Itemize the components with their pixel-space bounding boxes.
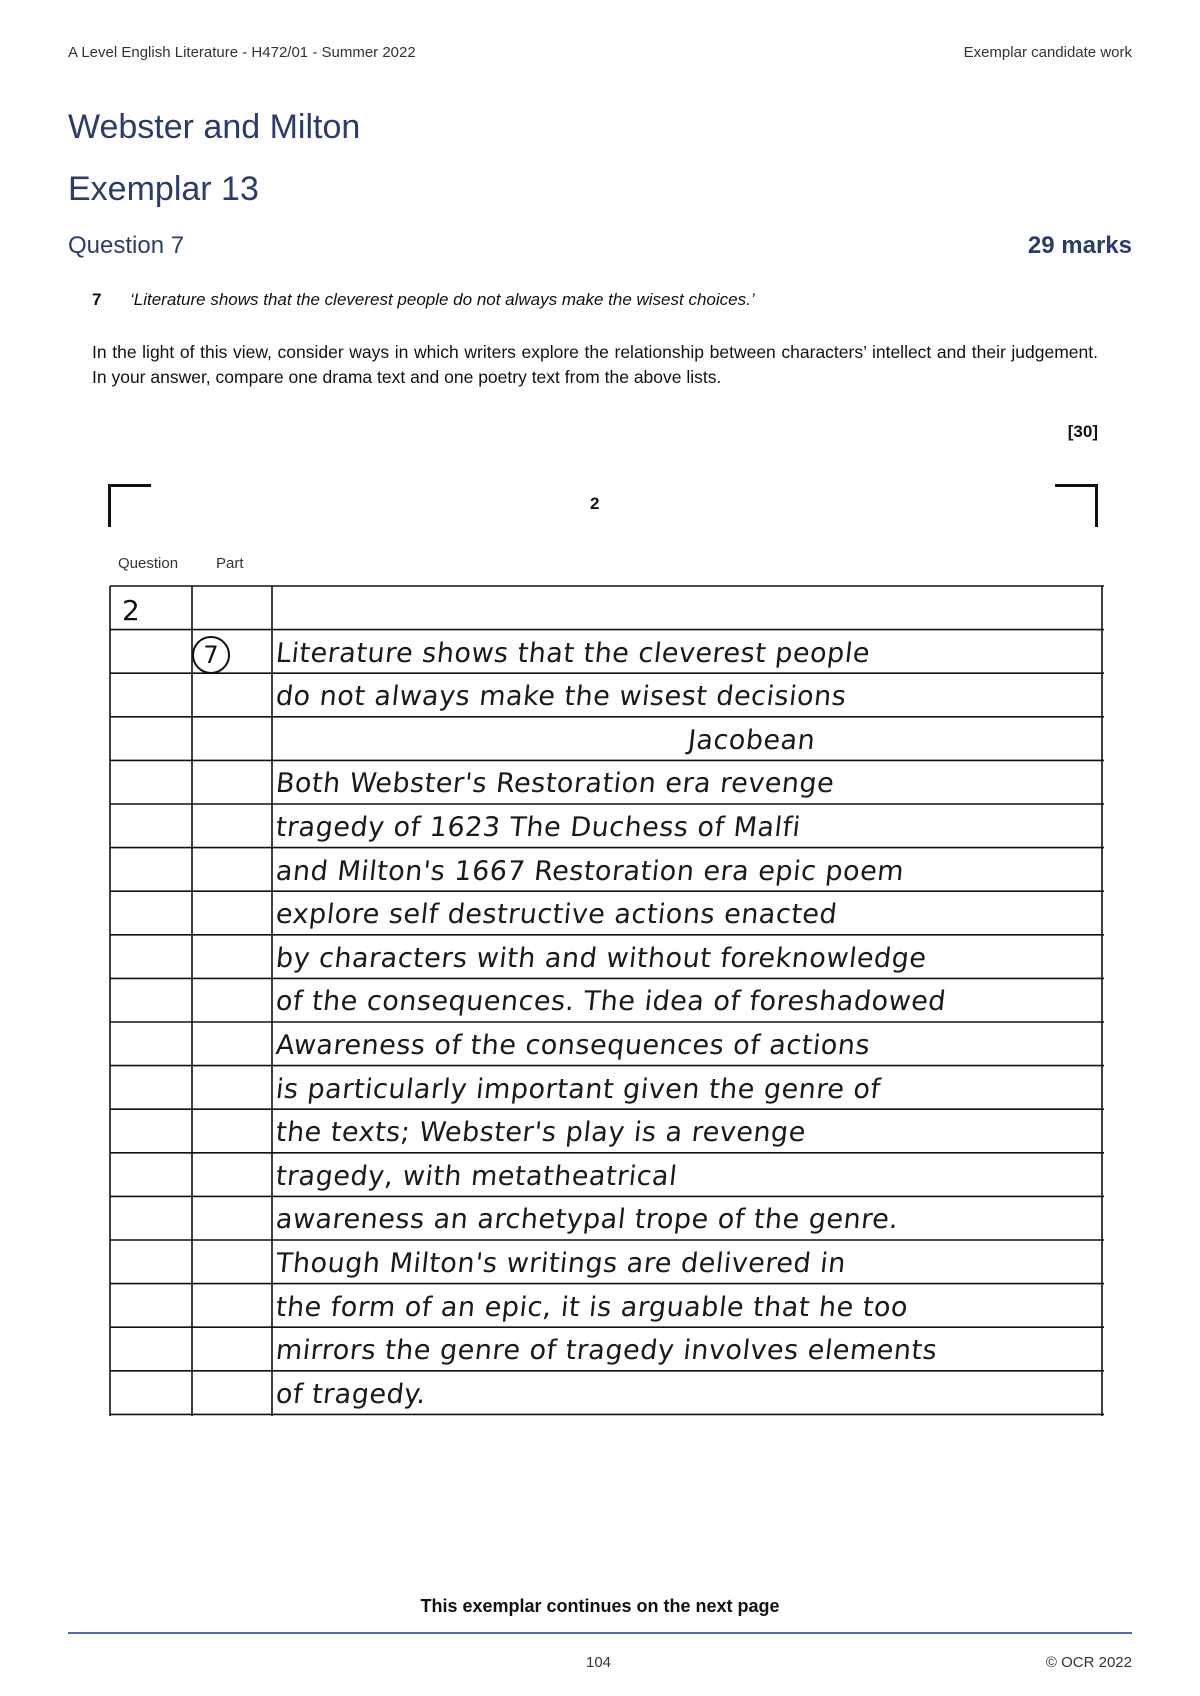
handwritten-line: of the consequences. The idea of foreshadowed bbox=[274, 986, 948, 1018]
handwritten-line: tragedy, with metatheatrical bbox=[274, 1160, 679, 1192]
handwritten-line: tragedy of 1623 The Duchess of Malfi bbox=[274, 812, 803, 843]
copyright: © OCR 2022 bbox=[1045, 1654, 1132, 1671]
task-number: 7 bbox=[92, 290, 102, 309]
handwritten-line: Literature shows that the cleverest people bbox=[274, 637, 872, 669]
total-marks: [30] bbox=[1067, 422, 1098, 441]
question-label: Question 7 bbox=[68, 232, 185, 259]
handwritten-line: mirrors the genre of tragedy involves elements bbox=[274, 1335, 939, 1367]
answer-page-number: 2 bbox=[590, 494, 600, 513]
handwritten-line: Though Milton's writings are delivered in bbox=[274, 1248, 848, 1279]
page-title: Webster and Milton bbox=[68, 108, 361, 146]
task-quote: ‘Literature shows that the cleverest people do not always make the wisest choices.’ bbox=[130, 290, 755, 309]
handwritten-line: Awareness of the consequences of actions bbox=[274, 1030, 872, 1061]
handwritten-line: explore self destructive actions enacted bbox=[274, 899, 839, 931]
exemplar-heading: Exemplar 13 bbox=[68, 170, 259, 208]
handwritten-line: is particularly important given the genre of bbox=[274, 1073, 883, 1105]
handwritten-line: Jacobean bbox=[686, 724, 817, 756]
page-number: 104 bbox=[586, 1654, 612, 1671]
handwritten-line: of tragedy. bbox=[274, 1378, 428, 1410]
handwritten-line: do not always make the wisest decisions bbox=[274, 681, 848, 713]
handwritten-line: the texts; Webster's play is a revenge bbox=[274, 1117, 808, 1149]
question-column-header: Question bbox=[118, 555, 179, 572]
task-prompt: In the light of this view, consider ways in which writers explore the relationship between characters’ intellect and their judgement. In your answer, compare one drama text and one poetry text from the above lists. bbox=[92, 342, 1098, 387]
running-header-left: A Level English Literature - H472/01 - Summer 2022 bbox=[68, 44, 416, 61]
scan-corner-left bbox=[108, 484, 151, 527]
running-header-right: Exemplar candidate work bbox=[963, 44, 1132, 61]
question-heading-row bbox=[68, 232, 1132, 260]
handwritten-line: awareness an archetypal trope of the genre. bbox=[274, 1204, 901, 1236]
handwritten-line: Both Webster's Restoration era revenge bbox=[274, 768, 836, 800]
part-number-circled: 7 bbox=[192, 636, 230, 674]
handwritten-line: the form of an epic, it is arguable that he too bbox=[274, 1291, 910, 1323]
scan-corner-right bbox=[1055, 484, 1098, 527]
part-column-header: Part bbox=[216, 555, 244, 572]
footer-rule bbox=[68, 1632, 1132, 1634]
handwritten-line: and Milton's 1667 Restoration era epic poem bbox=[274, 855, 906, 887]
question-number-handwritten: 2 bbox=[122, 594, 140, 627]
marks-awarded: 29 marks bbox=[1027, 232, 1132, 259]
handwritten-line: by characters with and without foreknowledge bbox=[274, 942, 929, 974]
continues-note: This exemplar continues on the next page bbox=[420, 1596, 780, 1616]
answer-sheet bbox=[108, 580, 1104, 1420]
